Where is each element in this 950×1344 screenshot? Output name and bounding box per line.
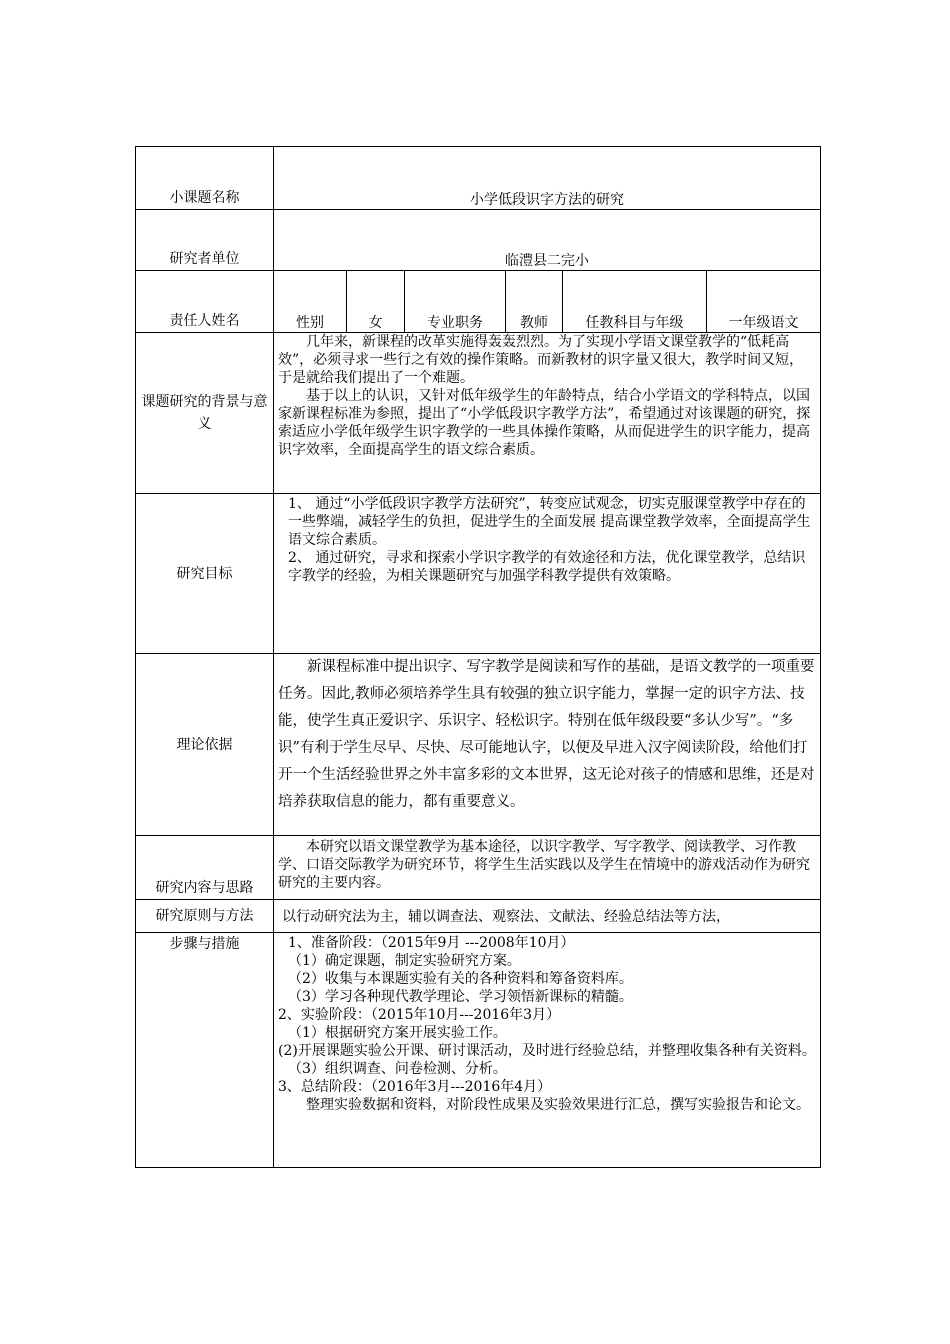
- label-gender: 性别: [274, 271, 347, 333]
- label-content: 研究内容与思路: [136, 836, 274, 900]
- background-paragraph: 几年来，新课程的改革实施得轰轰烈烈。为了实现小学语文课堂教学的“低耗高效”，必须寻求一些行之有效的操作策略。而新教材的识字量又很大，教学时间又短，于是就给我们提出了一个难题。: [278, 334, 804, 386]
- step-line: 1、准备阶段：（2015年9月 ---2008年10月）: [288, 935, 575, 951]
- row-content: [136, 836, 821, 900]
- research-form-table: [135, 146, 821, 1168]
- label-methods: 研究原则与方法: [136, 900, 274, 933]
- value-unit: 临澧县二完小: [274, 210, 821, 271]
- row-person: [136, 271, 821, 333]
- label-person: 责任人姓名: [136, 271, 274, 333]
- step-line: （1）根据研究方案开展实验工作。: [288, 1025, 507, 1041]
- step-line: 3、总结阶段：（2016年3月---2016年4月）: [278, 1079, 552, 1095]
- label-professional-title: 专业职务: [405, 271, 506, 333]
- step-line: （3）学习各种现代教学理论、学习领悟新课标的精髓。: [288, 989, 633, 1005]
- label-steps: 步骤与措施: [136, 933, 274, 1168]
- background-paragraph: 基于以上的认识，又针对低年级学生的年龄特点，结合小学语文的学科特点，以国家新课程标准为参照，提出了“小学低段识字教学方法”，希望通过对该课题的研究，探索适应小学低年级学生识字教学的一些具体操作策略，从而促进学生的识字能力，提高识字效率，全面提高学生的语文综合素质。: [278, 388, 811, 458]
- content-paragraph: 本研究以语文课堂教学为基本途径，以识字教学、写字教学、阅读教学、习作教学、口语交际教学为研究环节，将学生生活实践以及学生在情境中的游戏活动作为研究研究的主要内容。: [278, 839, 810, 891]
- row-methods: [136, 900, 821, 933]
- steps-content: [274, 933, 821, 1168]
- step-line: 整理实验数据和资料，对阶段性成果及实验效果进行汇总，撰写实验报告和论文。: [306, 1097, 810, 1113]
- background-content: [274, 333, 821, 494]
- value-title: 小学低段识字方法的研究: [274, 147, 821, 210]
- label-subject-grade: 任教科目与年级: [563, 271, 707, 333]
- step-line: 2、实验阶段：（2015年10月---2016年3月）: [278, 1007, 561, 1023]
- row-theory: [136, 654, 821, 836]
- theory-content: [274, 654, 821, 836]
- goals-content: [274, 494, 821, 654]
- row-goals: [136, 494, 821, 654]
- step-line: (2)开展课题实验公开课、研讨课活动，及时进行经验总结，并整理收集各种有关资料。: [278, 1043, 816, 1059]
- row-unit: [136, 210, 821, 271]
- value-professional-title: 教师: [506, 271, 563, 333]
- content-content: [274, 836, 821, 900]
- value-gender: 女: [347, 271, 405, 333]
- row-title: [136, 147, 821, 210]
- methods-text: 以行动研究法为主，辅以调查法、观察法、文献法、经验总结法等方法，: [274, 900, 821, 933]
- label-title: 小课题名称: [136, 147, 274, 210]
- label-theory: 理论依据: [136, 654, 274, 836]
- label-goals: 研究目标: [136, 494, 274, 654]
- step-line: （3）组织调查、问卷检测、分析。: [288, 1061, 507, 1077]
- step-line: （2）收集与本课题实验有关的各种资料和筹备资料库。: [288, 971, 633, 987]
- goal-item: 2、 通过研究，寻求和探索小学识字教学的有效途径和方法，优化课堂教学，总结识字教学的经验，为相关课题研究与加强学科教学提供有效策略。: [288, 550, 806, 584]
- row-steps: [136, 933, 821, 1168]
- label-unit: 研究者单位: [136, 210, 274, 271]
- theory-paragraph: 新课程标准中提出识字、写字教学是阅读和写作的基础，是语文教学的一项重要任务。因此,教师必须培养学生具有较强的独立识字能力，掌握一定的识字方法、技能，使学生真正爱识字、乐识字、轻松识字。特别在低年级段要“多认少写”。“多识”有利于学生尽早、尽快、尽可能地认字，以便及早进入汉字阅读阶段，给他们打开一个生活经验世界之外丰富多彩的文本世界，这无论对孩子的情感和思维，还是对培养获取信息的能力，都有重要意义。: [278, 659, 815, 810]
- value-subject-grade: 一年级语文: [707, 271, 821, 333]
- step-line: （1）确定课题，制定实验研究方案。: [288, 953, 521, 969]
- label-background: 课题研究的背景与意义: [136, 333, 274, 494]
- row-background: [136, 333, 821, 494]
- goal-item: 1、 通过“小学低段识字教学方法研究”，转变应试观念，切实克服课堂教学中存在的一些弊端，减轻学生的负担，促进学生的全面发展 提高课堂教学效率，全面提高学生语文综合素质。: [288, 496, 811, 548]
